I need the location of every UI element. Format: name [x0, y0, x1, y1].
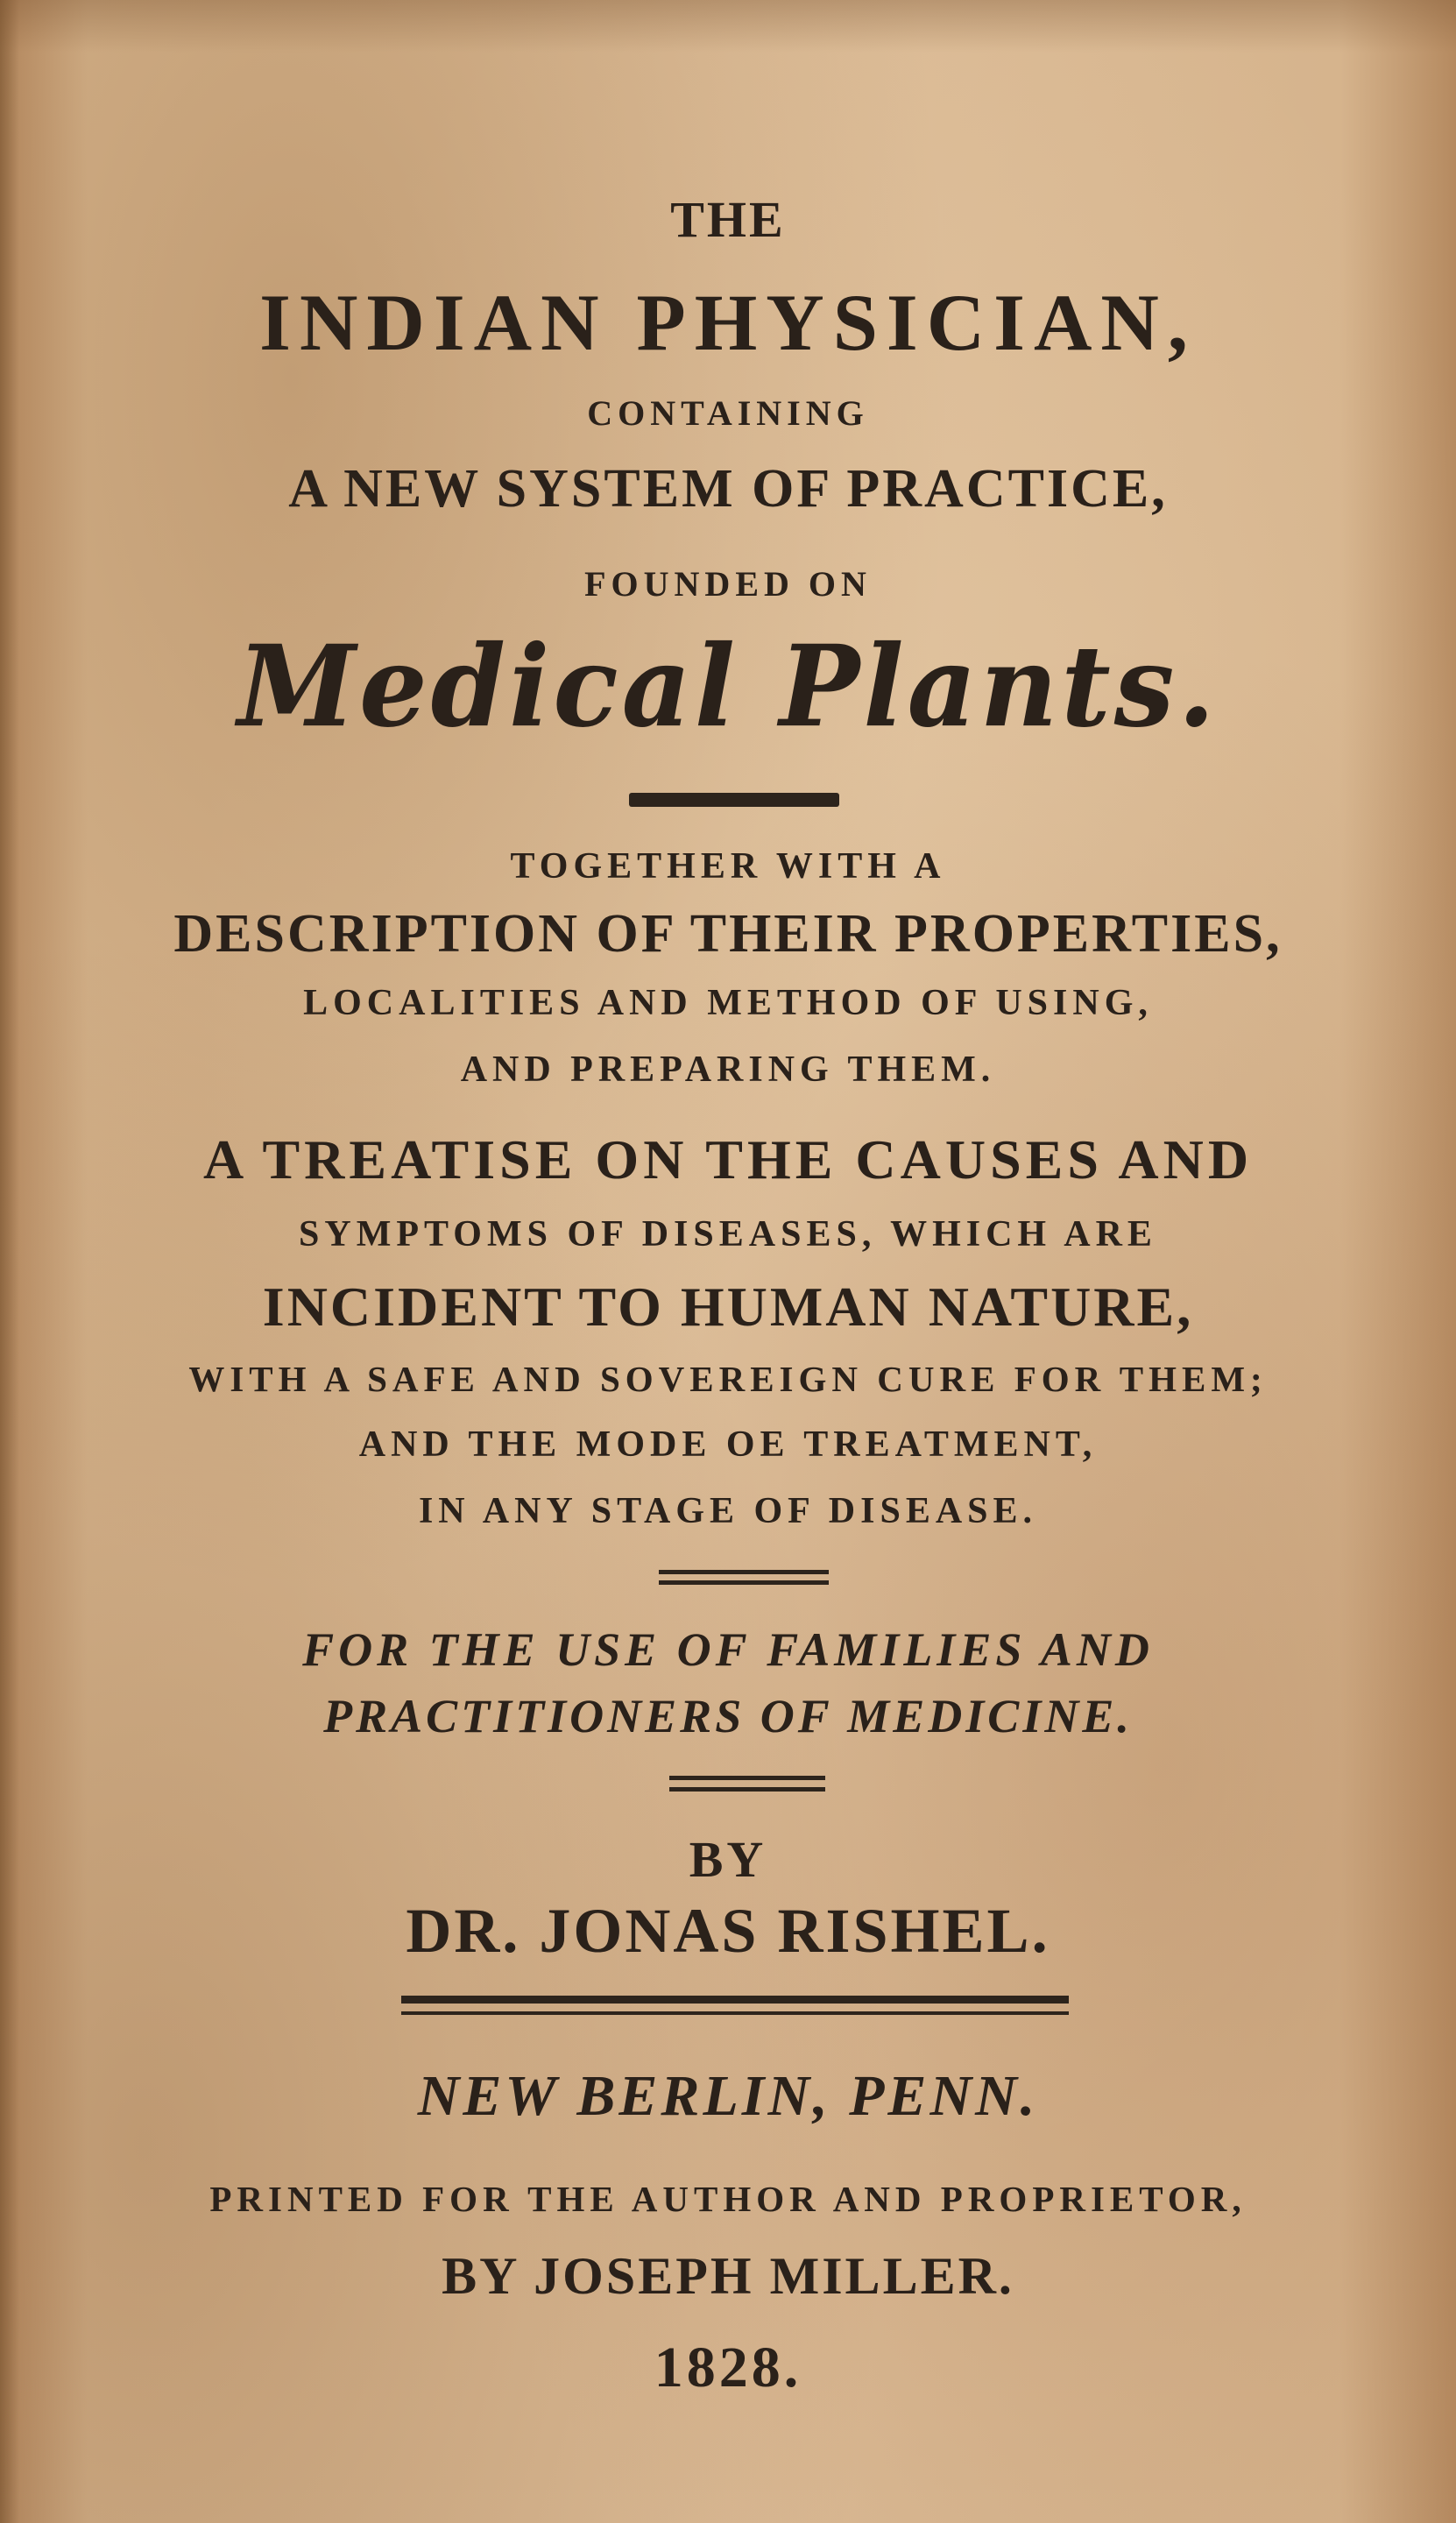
stage-line: IN ANY STAGE OF DISEASE.	[418, 1491, 1038, 1531]
mode-line: AND THE MODE OE TREATMENT,	[358, 1424, 1098, 1465]
double-rule-2-top	[669, 1776, 825, 1780]
printed-for-line: PRINTED FOR THE AUTHOR AND PROPRIETOR,	[209, 2179, 1247, 2219]
new-system-line: A NEW SYSTEM OF PRACTICE,	[288, 459, 1168, 519]
medical-plants-heading: Medical Plants.	[237, 619, 1219, 753]
heavy-rule-top	[401, 1996, 1069, 2004]
incident-line: INCIDENT TO HUMAN NATURE,	[262, 1276, 1194, 1338]
safe-cure-line: WITH A SAFE AND SOVEREIGN CURE FOR THEM;	[188, 1359, 1268, 1399]
heavy-rule-bottom	[401, 2011, 1069, 2015]
printer-line: BY JOSEPH MILLER.	[442, 2247, 1014, 2305]
containing-line: CONTAINING	[587, 393, 869, 433]
author-name: DR. JONAS RISHEL.	[406, 1896, 1050, 1966]
paper-edge-shadow	[0, 0, 19, 2523]
treatise-line: A TREATISE ON THE CAUSES AND	[202, 1128, 1254, 1191]
description-line: DESCRIPTION OF THEIR PROPERTIES,	[173, 904, 1283, 964]
localities-line: LOCALITIES AND METHOD OF USING,	[303, 983, 1153, 1023]
place-of-publication: NEW BERLIN, PENN.	[417, 2064, 1039, 2128]
double-rule-1-bottom	[659, 1580, 829, 1585]
publication-year: 1828.	[654, 2336, 802, 2399]
use-line-1: FOR THE USE OF FAMILIES AND	[302, 1623, 1154, 1676]
preparing-line: AND PREPARING THEM.	[460, 1049, 996, 1090]
title-the: THE	[670, 191, 786, 248]
founded-on-line: FOUNDED ON	[584, 564, 872, 604]
symptoms-line: SYMPTOMS OF DISEASES, WHICH ARE	[299, 1214, 1157, 1254]
together-with-line: TOGETHER WITH A	[510, 846, 946, 887]
double-rule-2-bottom	[669, 1787, 825, 1792]
ornamental-rule-1	[629, 793, 839, 807]
use-line-2: PRACTITIONERS OF MEDICINE.	[323, 1690, 1133, 1742]
by-line: BY	[689, 1831, 767, 1888]
double-rule-1-top	[659, 1570, 829, 1574]
paper-stain-top	[0, 0, 1456, 53]
main-title: INDIAN PHYSICIAN,	[259, 278, 1197, 367]
